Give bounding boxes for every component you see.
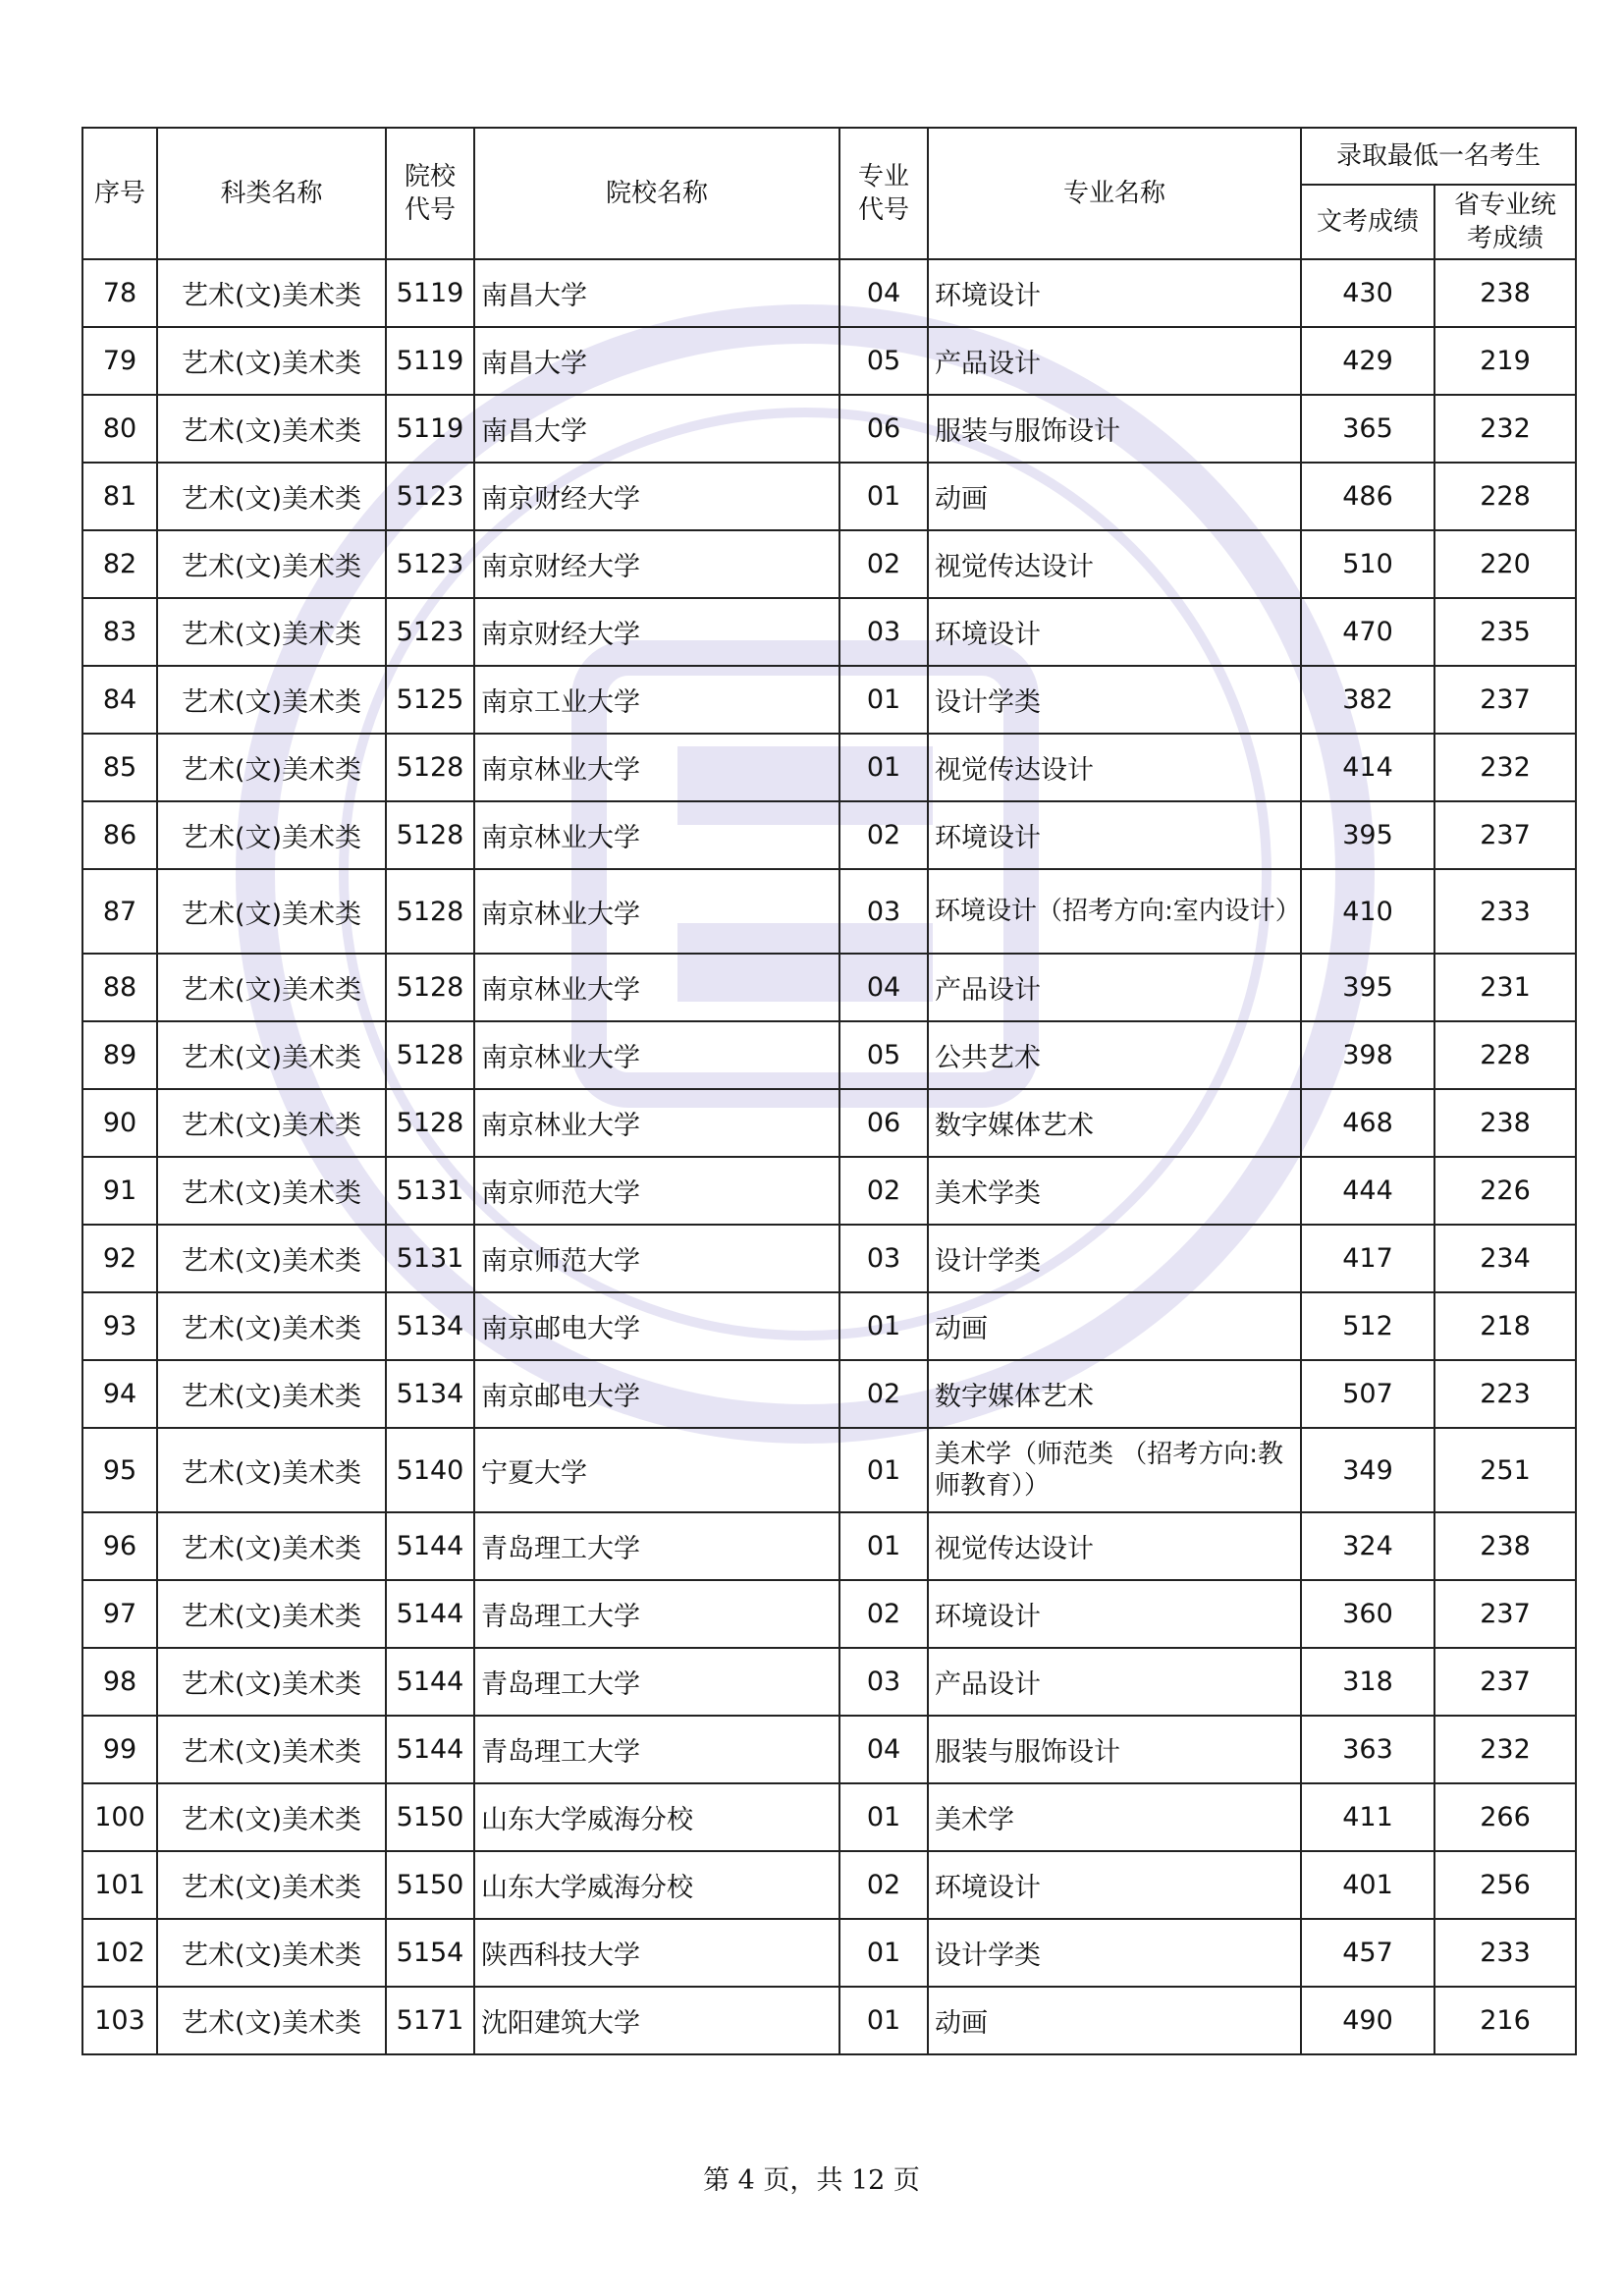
table-row [82,1783,1576,1851]
cell-school-name: 青岛理工大学 [474,1648,839,1716]
cell-school-name: 南京财经大学 [474,463,839,530]
cell-seq: 92 [82,1225,157,1292]
cell-seq: 96 [82,1512,157,1580]
cell-culture-score: 382 [1301,666,1434,734]
cell-seq: 94 [82,1360,157,1428]
table-row [82,1360,1576,1428]
cell-pro-score: 251 [1434,1428,1576,1512]
cell-category: 艺术(文)美术类 [157,1021,386,1089]
cell-category: 艺术(文)美术类 [157,954,386,1021]
cell-culture-score: 429 [1301,327,1434,395]
cell-seq: 82 [82,530,157,598]
table-row [82,1512,1576,1580]
cell-pro-score: 226 [1434,1157,1576,1225]
header-major-name: 专业名称 [928,128,1301,259]
table-row [82,1292,1576,1360]
cell-culture-score: 363 [1301,1716,1434,1783]
cell-school-name: 南京工业大学 [474,666,839,734]
cell-school-name: 宁夏大学 [474,1428,839,1512]
cell-category: 艺术(文)美术类 [157,1512,386,1580]
table-row [82,598,1576,666]
table-row [82,1089,1576,1157]
header-school-name: 院校名称 [474,128,839,259]
cell-culture-score: 507 [1301,1360,1434,1428]
cell-seq: 78 [82,259,157,327]
header-major-code: 专业 代号 [839,128,928,259]
cell-major-code: 03 [839,869,928,954]
cell-major-code: 03 [839,1225,928,1292]
table-row [82,734,1576,801]
cell-school-name: 南京林业大学 [474,801,839,869]
cell-culture-score: 444 [1301,1157,1434,1225]
cell-category: 艺术(文)美术类 [157,1716,386,1783]
cell-seq: 81 [82,463,157,530]
cell-major-name: 环境设计 [928,1580,1301,1648]
cell-major-code: 02 [839,1360,928,1428]
cell-culture-score: 395 [1301,954,1434,1021]
cell-major-code: 02 [839,801,928,869]
cell-major-name: 产品设计 [928,954,1301,1021]
cell-major-name: 视觉传达设计 [928,1512,1301,1580]
cell-seq: 102 [82,1919,157,1987]
cell-major-name: 环境设计（招考方向:室内设计） [928,869,1301,954]
cell-school-name: 南京财经大学 [474,530,839,598]
cell-pro-score: 219 [1434,327,1576,395]
cell-culture-score: 417 [1301,1225,1434,1292]
cell-category: 艺术(文)美术类 [157,1157,386,1225]
cell-category: 艺术(文)美术类 [157,259,386,327]
cell-major-name: 数字媒体艺术 [928,1089,1301,1157]
cell-culture-score: 468 [1301,1089,1434,1157]
table-row [82,259,1576,327]
table-row [82,954,1576,1021]
table-row [82,1225,1576,1292]
cell-pro-score: 231 [1434,954,1576,1021]
cell-school-name: 青岛理工大学 [474,1716,839,1783]
cell-seq: 88 [82,954,157,1021]
cell-seq: 98 [82,1648,157,1716]
cell-school-code: 5171 [386,1987,474,2054]
cell-school-code: 5150 [386,1851,474,1919]
cell-culture-score: 430 [1301,259,1434,327]
cell-school-code: 5134 [386,1360,474,1428]
header-pro-score: 省专业统 考成绩 [1434,185,1576,259]
table-row [82,1580,1576,1648]
cell-category: 艺术(文)美术类 [157,734,386,801]
cell-school-name: 南京林业大学 [474,954,839,1021]
cell-major-code: 01 [839,1919,928,1987]
cell-pro-score: 237 [1434,801,1576,869]
cell-seq: 83 [82,598,157,666]
cell-school-name: 山东大学威海分校 [474,1851,839,1919]
cell-seq: 99 [82,1716,157,1783]
cell-major-code: 04 [839,954,928,1021]
page-footer: 第 4 页，共 12 页 [703,2165,920,2196]
cell-major-name: 产品设计 [928,1648,1301,1716]
cell-seq: 87 [82,869,157,954]
cell-major-code: 02 [839,530,928,598]
cell-culture-score: 349 [1301,1428,1434,1512]
cell-culture-score: 512 [1301,1292,1434,1360]
cell-school-code: 5128 [386,801,474,869]
cell-category: 艺术(文)美术类 [157,1225,386,1292]
cell-school-code: 5125 [386,666,474,734]
header-lowest-group: 录取最低一名考生 [1301,128,1576,185]
cell-seq: 100 [82,1783,157,1851]
cell-culture-score: 470 [1301,598,1434,666]
cell-school-name: 南京林业大学 [474,869,839,954]
cell-culture-score: 365 [1301,395,1434,463]
cell-school-name: 南京师范大学 [474,1225,839,1292]
cell-pro-score: 228 [1434,463,1576,530]
table-row [82,1919,1576,1987]
table-row [82,1428,1576,1512]
header-seq: 序号 [82,128,157,259]
cell-pro-score: 237 [1434,1648,1576,1716]
cell-major-name: 环境设计 [928,259,1301,327]
cell-major-name: 环境设计 [928,598,1301,666]
cell-major-code: 06 [839,1089,928,1157]
cell-major-name: 视觉传达设计 [928,530,1301,598]
cell-pro-score: 256 [1434,1851,1576,1919]
cell-major-name: 服装与服饰设计 [928,1716,1301,1783]
cell-major-code: 01 [839,666,928,734]
cell-pro-score: 233 [1434,1919,1576,1987]
cell-school-code: 5119 [386,327,474,395]
cell-major-code: 01 [839,463,928,530]
cell-major-name: 数字媒体艺术 [928,1360,1301,1428]
cell-major-code: 05 [839,1021,928,1089]
cell-major-code: 02 [839,1580,928,1648]
table-row [82,1021,1576,1089]
cell-category: 艺术(文)美术类 [157,801,386,869]
cell-major-code: 05 [839,327,928,395]
cell-major-name: 环境设计 [928,801,1301,869]
cell-seq: 95 [82,1428,157,1512]
table-body [82,259,1576,2054]
cell-pro-score: 238 [1434,259,1576,327]
cell-major-code: 04 [839,259,928,327]
cell-pro-score: 232 [1434,395,1576,463]
cell-pro-score: 216 [1434,1987,1576,2054]
cell-school-code: 5144 [386,1512,474,1580]
cell-major-name: 视觉传达设计 [928,734,1301,801]
cell-category: 艺术(文)美术类 [157,1851,386,1919]
cell-major-code: 06 [839,395,928,463]
cell-pro-score: 237 [1434,666,1576,734]
cell-major-name: 服装与服饰设计 [928,395,1301,463]
cell-school-name: 沈阳建筑大学 [474,1987,839,2054]
table-row [82,395,1576,463]
cell-culture-score: 510 [1301,530,1434,598]
cell-category: 艺术(文)美术类 [157,1360,386,1428]
table-row [82,869,1576,954]
cell-seq: 79 [82,327,157,395]
cell-major-name: 美术学类 [928,1157,1301,1225]
table-row [82,1716,1576,1783]
cell-seq: 84 [82,666,157,734]
table-row [82,327,1576,395]
header-culture-score: 文考成绩 [1301,185,1434,259]
table-row [82,463,1576,530]
cell-school-code: 5131 [386,1157,474,1225]
cell-seq: 101 [82,1851,157,1919]
cell-school-name: 南昌大学 [474,259,839,327]
cell-major-name: 公共艺术 [928,1021,1301,1089]
cell-seq: 97 [82,1580,157,1648]
cell-school-name: 南京邮电大学 [474,1292,839,1360]
cell-culture-score: 490 [1301,1987,1434,2054]
cell-school-name: 陕西科技大学 [474,1919,839,1987]
header-category: 科类名称 [157,128,386,259]
cell-category: 艺术(文)美术类 [157,666,386,734]
cell-major-name: 设计学类 [928,1225,1301,1292]
cell-category: 艺术(文)美术类 [157,1919,386,1987]
table-row [82,1851,1576,1919]
cell-school-name: 青岛理工大学 [474,1580,839,1648]
cell-school-name: 南昌大学 [474,327,839,395]
cell-category: 艺术(文)美术类 [157,1987,386,2054]
cell-school-name: 南昌大学 [474,395,839,463]
admission-table-wrapper [81,127,1575,2055]
cell-pro-score: 218 [1434,1292,1576,1360]
cell-school-name: 山东大学威海分校 [474,1783,839,1851]
cell-culture-score: 318 [1301,1648,1434,1716]
cell-school-name: 南京邮电大学 [474,1360,839,1428]
cell-pro-score: 220 [1434,530,1576,598]
cell-major-name: 设计学类 [928,1919,1301,1987]
cell-culture-score: 411 [1301,1783,1434,1851]
cell-pro-score: 235 [1434,598,1576,666]
cell-pro-score: 234 [1434,1225,1576,1292]
cell-category: 艺术(文)美术类 [157,598,386,666]
cell-school-code: 5144 [386,1580,474,1648]
cell-category: 艺术(文)美术类 [157,327,386,395]
cell-pro-score: 266 [1434,1783,1576,1851]
cell-major-name: 动画 [928,1292,1301,1360]
cell-major-code: 01 [839,734,928,801]
cell-category: 艺术(文)美术类 [157,463,386,530]
cell-major-code: 04 [839,1716,928,1783]
cell-school-name: 南京林业大学 [474,734,839,801]
cell-school-code: 5140 [386,1428,474,1512]
cell-pro-score: 232 [1434,734,1576,801]
cell-seq: 80 [82,395,157,463]
cell-category: 艺术(文)美术类 [157,869,386,954]
cell-major-name: 产品设计 [928,327,1301,395]
cell-school-code: 5119 [386,395,474,463]
cell-school-code: 5144 [386,1716,474,1783]
cell-pro-score: 228 [1434,1021,1576,1089]
cell-culture-score: 410 [1301,869,1434,954]
cell-pro-score: 238 [1434,1512,1576,1580]
cell-school-code: 5154 [386,1919,474,1987]
cell-major-name: 环境设计 [928,1851,1301,1919]
cell-school-code: 5128 [386,1021,474,1089]
cell-school-code: 5150 [386,1783,474,1851]
cell-pro-score: 223 [1434,1360,1576,1428]
cell-school-code: 5123 [386,463,474,530]
cell-culture-score: 360 [1301,1580,1434,1648]
cell-category: 艺术(文)美术类 [157,1783,386,1851]
cell-major-code: 01 [839,1783,928,1851]
cell-major-code: 01 [839,1987,928,2054]
cell-seq: 103 [82,1987,157,2054]
table-row [82,801,1576,869]
cell-seq: 93 [82,1292,157,1360]
header-school-code: 院校 代号 [386,128,474,259]
cell-major-code: 01 [839,1292,928,1360]
cell-category: 艺术(文)美术类 [157,530,386,598]
table-row [82,1648,1576,1716]
cell-major-code: 03 [839,1648,928,1716]
cell-major-code: 02 [839,1157,928,1225]
cell-pro-score: 233 [1434,869,1576,954]
cell-category: 艺术(文)美术类 [157,1428,386,1512]
cell-category: 艺术(文)美术类 [157,1292,386,1360]
cell-major-name: 美术学（师范类 （招考方向:教师教育）） [928,1428,1301,1512]
table-row [82,666,1576,734]
table-row [82,530,1576,598]
cell-culture-score: 457 [1301,1919,1434,1987]
cell-seq: 89 [82,1021,157,1089]
cell-culture-score: 324 [1301,1512,1434,1580]
cell-culture-score: 395 [1301,801,1434,869]
cell-school-code: 5144 [386,1648,474,1716]
cell-culture-score: 486 [1301,463,1434,530]
cell-school-name: 南京师范大学 [474,1157,839,1225]
cell-major-code: 01 [839,1428,928,1512]
cell-seq: 85 [82,734,157,801]
cell-pro-score: 232 [1434,1716,1576,1783]
cell-school-code: 5123 [386,530,474,598]
cell-school-name: 南京财经大学 [474,598,839,666]
table-row [82,1157,1576,1225]
cell-school-code: 5119 [386,259,474,327]
cell-school-code: 5128 [386,869,474,954]
cell-major-code: 03 [839,598,928,666]
cell-school-name: 青岛理工大学 [474,1512,839,1580]
cell-school-code: 5128 [386,1089,474,1157]
cell-major-code: 02 [839,1851,928,1919]
cell-major-name: 设计学类 [928,666,1301,734]
admission-table [81,127,1577,2055]
table-row [82,1987,1576,2054]
cell-major-name: 美术学 [928,1783,1301,1851]
cell-school-code: 5131 [386,1225,474,1292]
cell-major-code: 01 [839,1512,928,1580]
cell-category: 艺术(文)美术类 [157,1648,386,1716]
cell-culture-score: 401 [1301,1851,1434,1919]
cell-category: 艺术(文)美术类 [157,1089,386,1157]
cell-school-name: 南京林业大学 [474,1089,839,1157]
cell-pro-score: 238 [1434,1089,1576,1157]
cell-school-name: 南京林业大学 [474,1021,839,1089]
cell-school-code: 5134 [386,1292,474,1360]
cell-pro-score: 237 [1434,1580,1576,1648]
cell-school-code: 5128 [386,954,474,1021]
cell-seq: 90 [82,1089,157,1157]
cell-major-name: 动画 [928,1987,1301,2054]
cell-seq: 86 [82,801,157,869]
cell-seq: 91 [82,1157,157,1225]
cell-culture-score: 398 [1301,1021,1434,1089]
cell-major-name: 动画 [928,463,1301,530]
cell-school-code: 5128 [386,734,474,801]
cell-category: 艺术(文)美术类 [157,395,386,463]
cell-school-code: 5123 [386,598,474,666]
cell-culture-score: 414 [1301,734,1434,801]
cell-category: 艺术(文)美术类 [157,1580,386,1648]
